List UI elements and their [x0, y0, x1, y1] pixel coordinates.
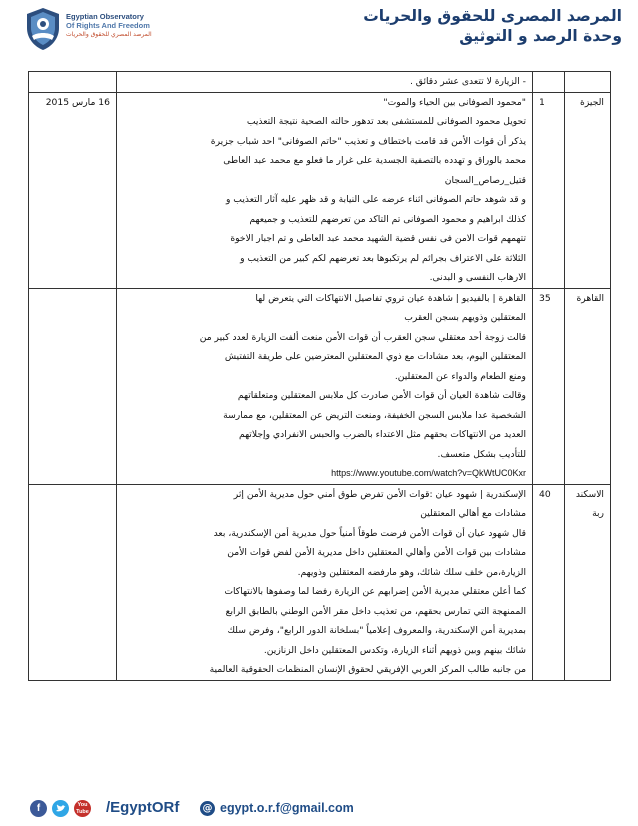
detail-line: من جانبه طالب المركز العربي الإفريقي لحقوق الإنسان المنظمات الحقوقية العالمية: [209, 664, 526, 675]
date-cell: [29, 484, 117, 680]
table-row: [29, 484, 611, 680]
org-name-ar-small: المرصد المصري للحقوق والحريات: [66, 31, 152, 38]
detail-line: كما أعلن معتقلي مديرية الأمن إضرابهم عن الزيارة رفضا لما وصفوها بالانتهاكات: [224, 586, 526, 597]
detail-line: قالت زوجة أحد معتقلي سجن العقرب أن قوات الأمن منعت ألفت الزيارة لعدد كبير من: [199, 331, 526, 343]
contact-email[interactable]: egypt.o.r.f@gmail.com: [220, 801, 354, 815]
logo-wordmark: [66, 12, 152, 40]
header-subtitle: وحدة الرصد و التوثيق: [459, 27, 622, 45]
governorate-cell: الاسكند ربة: [565, 484, 611, 680]
detail-line: تتهمهم قوات الامن فى نفس قضية الشهيد محمد عبد العاطى و تم اجبار الاخوة: [230, 233, 526, 244]
governorate-cell: القاهرة: [565, 288, 611, 484]
case-number-cell: 35: [533, 288, 565, 484]
detail-line: وقالت شاهدة العيان أن قوات الأمن صادرت كل ملابس المعتقلين ومتعلقاتهم: [237, 390, 526, 401]
documentation-table: [28, 71, 611, 681]
table-cell-empty: [565, 72, 611, 93]
detail-line: القاهرة | بالفيديو | شاهدة عيان تروي تفاصيل الانتهاكات التي يتعرض لها: [255, 292, 526, 304]
page-footer: [0, 784, 638, 826]
org-name-en-line1: Egyptian Observatory: [66, 12, 144, 21]
detail-line: "محمود الصوفانى بين الحياء والموت": [383, 96, 526, 108]
detail-line: قتيل_رصاص_السجان: [444, 174, 526, 186]
top-row-text: - الزيارة لا تتعدى عشر دقائق .: [409, 76, 526, 87]
detail-line: الشخصية عدا ملابس السجن الخفيفة، ومنعت التريض عن المعتقلين، مع ممارسة: [223, 409, 526, 421]
facebook-icon[interactable]: f: [30, 800, 47, 817]
table-cell-empty: [29, 72, 117, 93]
case-number-cell: 1: [533, 92, 565, 288]
social-handle[interactable]: /EgyptORf: [106, 799, 180, 816]
governorate-cell: الجيزة: [565, 92, 611, 288]
detail-line: بمديرية أمن الإسكندرية، والمعروف إعلامياً "بسلخانة الدور الرابع"، وفرض سلك: [227, 625, 526, 636]
youtube-icon[interactable]: You Tube: [74, 800, 91, 817]
table-cell-body: [117, 72, 533, 93]
email-icon: [200, 801, 215, 816]
detail-line: الإسكندرية | شهود عيان :قوات الأمن تفرض طوق أمني حول مديرية الأمن إثر: [233, 488, 526, 500]
detail-line: الارهاب النفسى و البدنى.: [429, 272, 526, 283]
detail-line: المعتقلين وذويهم بسجن العقرب: [404, 312, 526, 323]
detail-line: مشادات مع أهالي المعتقلين: [420, 508, 526, 519]
org-name-en-line2: Of Rights And Freedom: [66, 21, 150, 30]
header-title: المرصد المصرى للحقوق والحريات: [363, 7, 622, 25]
date-cell: [29, 288, 117, 484]
twitter-icon[interactable]: [52, 800, 69, 817]
table-row: [29, 92, 611, 288]
date-cell: 16 مارس 2015: [29, 92, 117, 288]
detail-line: محمد بالوراق و تهدده بالتصفية الجسدية على غرار ما فعلو مع محمد عبد العاطى: [223, 155, 526, 166]
detail-line: للتأديب بشكل متعسف.: [437, 448, 526, 460]
detail-line: شائك بينهم وبين ذويهم أثناء الزيارة، وتكدس المعتقلين داخل الزنازين.: [263, 644, 526, 656]
table-row: [29, 72, 611, 93]
page-header: [0, 0, 638, 58]
case-details-cell: [117, 288, 533, 484]
detail-line: قال شهود عيان أن قوات الأمن فرضت طوقاً أمنياً حول مديرية أمن الإسكندرية، بعد: [213, 527, 526, 539]
detail-line: و قد شوهد حاتم الصوفانى اثناء عرضه على النيابة و قد ظهر عليه آثار التعذيب و: [225, 194, 526, 205]
table-row: [29, 288, 611, 484]
detail-line: مشادات بين قوات الأمن وأهالي المعتقلين داخل مديرية الأمن لفض قوات الأمن: [227, 547, 526, 558]
detail-line: ومنع الطعام والدواء عن المعتقلين.: [394, 370, 526, 382]
detail-line: العديد من الانتهاكات بحقهم مثل الاعتداء بالضرب والحبس الانفرادي وإجلاتهم: [238, 429, 526, 440]
detail-line: الممنهجة التي تمارس بحقهم، من تعذيب داخل مقر الأمن الوطني بالطابق الرابع: [225, 605, 526, 617]
detail-line: المعتقلين اليوم، بعد مشادات مع ذوي المعتقلين المعترضين على طريقة التفتيش: [224, 351, 526, 362]
video-url: https://www.youtube.com/watch?v=QkWtUC0Kxr: [331, 468, 526, 478]
case-details-cell: [117, 92, 533, 288]
case-number-cell: 40: [533, 484, 565, 680]
detail-line: يذكر أن قوات الأمن قد قامت باختطاف و تعذيب "حاتم الصوفانى" احد شباب جزيرة: [210, 135, 526, 147]
table-cell-empty: [533, 72, 565, 93]
detail-line: تحويل محمود الصوفانى للمستشفى بعد تدهور حالته الصحية نتيجة التعذيب: [246, 116, 526, 127]
observatory-logo-icon: [24, 6, 62, 52]
detail-line: الثلاثة على الاعتراف بجرائم لم يرتكبوها بعد تعرضهم لكم كبير من التعذيب و: [240, 252, 526, 264]
case-details-cell: [117, 484, 533, 680]
detail-line: الزيارة،من خلف سلك شائك، وهو مارفضه المعتقلين وذويهم.: [297, 566, 526, 578]
detail-line: كذلك ابراهيم و محمود الصوفانى تم التاكد من تعرضهم للتعذيب و جميعهم: [249, 213, 526, 225]
